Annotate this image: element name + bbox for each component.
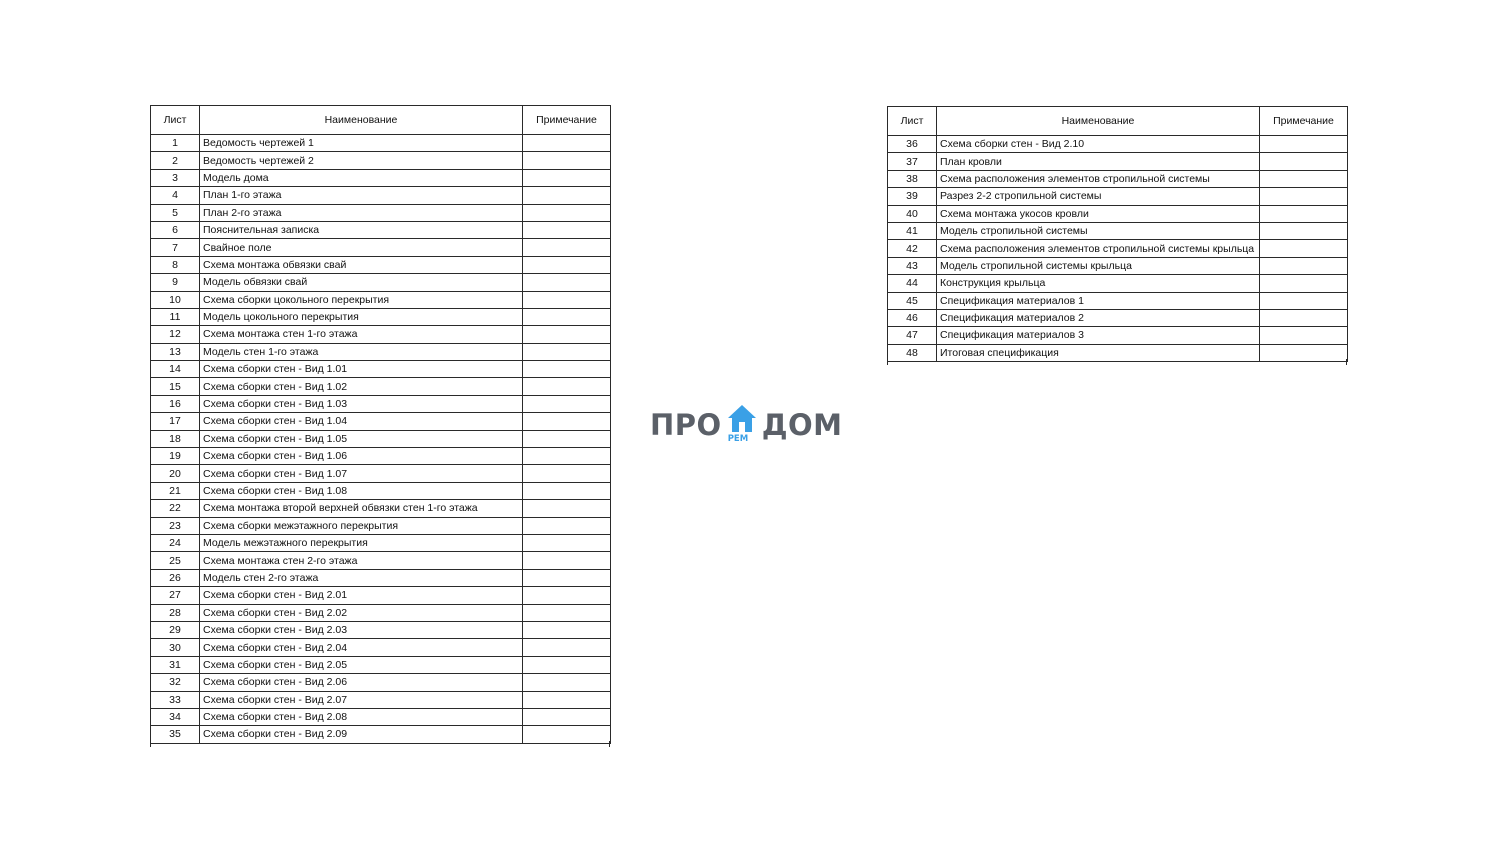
sheet-note-cell [1260,205,1348,222]
table-row [151,552,611,569]
sheet-name-cell: Схема сборки стен - Вид 2.03 [200,621,523,638]
table-row [151,587,611,604]
sheet-name-cell: Схема сборки цокольного перекрытия [200,291,523,308]
sheet-number-cell: 11 [151,308,200,325]
table-row [888,240,1348,257]
sheet-note-cell [523,343,611,360]
sheet-note-cell [1260,240,1348,257]
sheet-name-cell: План кровли [937,153,1260,170]
sheet-number-cell: 8 [151,256,200,273]
sheet-note-cell [523,413,611,430]
sheet-note-cell [523,256,611,273]
column-header-note: Примечание [1260,107,1348,136]
table-row [888,309,1348,326]
sheet-note-cell [1260,136,1348,153]
sheet-name-cell: Модель дома [200,169,523,186]
sheet-number-cell: 47 [888,327,937,344]
sheet-name-cell: Схема сборки стен - Вид 1.03 [200,395,523,412]
sheet-number-cell: 39 [888,188,937,205]
sheet-name-cell: Схема сборки стен - Вид 2.02 [200,604,523,621]
table-row [151,604,611,621]
sheet-note-cell [523,552,611,569]
table-row [151,378,611,395]
sheet-note-cell [523,621,611,638]
sheet-number-cell: 13 [151,343,200,360]
table-row [888,257,1348,274]
drawing-list-table-left [150,105,611,744]
sheet-number-cell: 14 [151,361,200,378]
column-header-sheet: Лист [888,107,937,136]
sheet-name-cell: Ведомость чертежей 1 [200,135,523,152]
sheet-number-cell: 34 [151,708,200,725]
table-row [151,639,611,656]
sheet-name-cell: Схема сборки стен - Вид 2.05 [200,656,523,673]
sheet-number-cell: 18 [151,430,200,447]
sheet-name-cell: Схема сборки стен - Вид 1.02 [200,378,523,395]
table-continuation-edge [150,741,610,747]
sheet-note-cell [523,534,611,551]
column-header-sheet: Лист [151,106,200,135]
table-row [888,222,1348,239]
sheet-note-cell [1260,222,1348,239]
table-row [151,674,611,691]
table-row [151,239,611,256]
table-row [151,656,611,673]
sheet-number-cell: 24 [151,534,200,551]
sheet-number-cell: 10 [151,291,200,308]
sheet-number-cell: 36 [888,136,937,153]
sheet-name-cell: Модель стропильной системы [937,222,1260,239]
sheet-number-cell: 25 [151,552,200,569]
table-row [151,204,611,221]
table-row [151,534,611,551]
table-row [888,275,1348,292]
sheet-number-cell: 26 [151,569,200,586]
sheet-number-cell: 12 [151,326,200,343]
sheet-name-cell: Схема сборки стен - Вид 2.09 [200,726,523,743]
logo-text-right: ДОМ [761,408,843,442]
sheet-note-cell [523,152,611,169]
sheet-number-cell: 38 [888,170,937,187]
sheet-note-cell [1260,275,1348,292]
sheet-note-cell [523,448,611,465]
sheet-note-cell [523,361,611,378]
sheet-note-cell [523,465,611,482]
sheet-note-cell [523,656,611,673]
table-row [151,500,611,517]
column-header-name: Наименование [200,106,523,135]
sheet-number-cell: 31 [151,656,200,673]
sheet-name-cell: Схема сборки стен - Вид 1.01 [200,361,523,378]
sheet-note-cell [523,708,611,725]
sheet-number-cell: 43 [888,257,937,274]
table-row [151,413,611,430]
sheet-note-cell [523,395,611,412]
sheet-number-cell: 44 [888,275,937,292]
sheet-name-cell: Схема сборки стен - Вид 1.08 [200,482,523,499]
sheet-number-cell: 32 [151,674,200,691]
sheet-name-cell: Схема расположения элементов стропильной системы [937,170,1260,187]
sheet-note-cell [523,239,611,256]
sheet-number-cell: 2 [151,152,200,169]
table-row [151,135,611,152]
sheet-note-cell [1260,309,1348,326]
sheet-number-cell: 6 [151,221,200,238]
sheet-number-cell: 30 [151,639,200,656]
table-row [151,621,611,638]
table-row [151,152,611,169]
sheet-note-cell [1260,170,1348,187]
sheet-name-cell: Схема сборки стен - Вид 1.05 [200,430,523,447]
sheet-number-cell: 28 [151,604,200,621]
sheet-note-cell [523,639,611,656]
sheet-number-cell: 35 [151,726,200,743]
sheet-number-cell: 5 [151,204,200,221]
sheet-name-cell: Ведомость чертежей 2 [200,152,523,169]
sheet-number-cell: 45 [888,292,937,309]
table-row [151,169,611,186]
sheet-note-cell [523,517,611,534]
sheet-note-cell [523,308,611,325]
sheet-note-cell [1260,153,1348,170]
sheet-number-cell: 20 [151,465,200,482]
table-row [151,430,611,447]
sheet-name-cell: Спецификация материалов 2 [937,309,1260,326]
table-row [151,291,611,308]
sheet-note-cell [523,430,611,447]
sheet-name-cell: Итоговая спецификация [937,344,1260,361]
sheet-note-cell [523,500,611,517]
sheet-number-cell: 46 [888,309,937,326]
sheet-note-cell [523,291,611,308]
table-row [888,188,1348,205]
house-icon [725,404,759,446]
table-row [151,326,611,343]
sheet-note-cell [523,221,611,238]
table-row [151,448,611,465]
sheet-name-cell: Модель цокольного перекрытия [200,308,523,325]
sheet-name-cell: Схема сборки межэтажного перекрытия [200,517,523,534]
sheet-note-cell [523,482,611,499]
sheet-name-cell: Пояснительная записка [200,221,523,238]
sheet-name-cell: Свайное поле [200,239,523,256]
sheet-name-cell: Схема сборки стен - Вид 2.04 [200,639,523,656]
sheet-number-cell: 3 [151,169,200,186]
table-row [151,465,611,482]
sheet-name-cell: Схема расположения элементов стропильной системы крыльца [937,240,1260,257]
sheet-name-cell: План 2-го этажа [200,204,523,221]
sheet-number-cell: 9 [151,274,200,291]
sheet-name-cell: Спецификация материалов 1 [937,292,1260,309]
sheet-name-cell: Модель межэтажного перекрытия [200,534,523,551]
table-row [888,205,1348,222]
sheet-name-cell: Конструкция крыльца [937,275,1260,292]
table-header-row [151,106,611,135]
sheet-number-cell: 4 [151,187,200,204]
table-row [151,361,611,378]
sheet-name-cell: Схема монтажа второй верхней обвязки стен 1-го этажа [200,500,523,517]
column-header-note: Примечание [523,106,611,135]
sheet-number-cell: 16 [151,395,200,412]
sheet-name-cell: Схема сборки стен - Вид 1.06 [200,448,523,465]
sheet-number-cell: 42 [888,240,937,257]
sheet-number-cell: 17 [151,413,200,430]
sheet-name-cell: Схема монтажа обвязки свай [200,256,523,273]
table-row [151,517,611,534]
sheet-number-cell: 48 [888,344,937,361]
sheet-number-cell: 40 [888,205,937,222]
table-row [888,292,1348,309]
sheet-note-cell [1260,257,1348,274]
logo-text-left: ПРО [650,408,722,442]
sheet-note-cell [523,674,611,691]
table-row [151,343,611,360]
pro-rem-dom-logo [650,402,843,448]
table-row [151,482,611,499]
sheet-number-cell: 29 [151,621,200,638]
sheet-note-cell [523,378,611,395]
sheet-number-cell: 15 [151,378,200,395]
sheet-name-cell: Разрез 2-2 стропильной системы [937,188,1260,205]
sheet-number-cell: 41 [888,222,937,239]
table-row [151,308,611,325]
sheet-name-cell: Схема сборки стен - Вид 2.08 [200,708,523,725]
sheet-name-cell: Схема монтажа стен 2-го этажа [200,552,523,569]
sheet-number-cell: 7 [151,239,200,256]
sheet-name-cell: Модель стропильной системы крыльца [937,257,1260,274]
sheet-note-cell [1260,292,1348,309]
column-header-name: Наименование [937,107,1260,136]
sheet-name-cell: Схема сборки стен - Вид 2.10 [937,136,1260,153]
sheet-name-cell: Схема сборки стен - Вид 2.07 [200,691,523,708]
sheet-note-cell [523,569,611,586]
table-row [151,708,611,725]
sheet-name-cell: Модель стен 2-го этажа [200,569,523,586]
table-row [151,691,611,708]
table-row [151,395,611,412]
table-continuation-edge [887,359,1347,365]
sheet-note-cell [523,204,611,221]
sheet-number-cell: 19 [151,448,200,465]
sheet-note-cell [523,187,611,204]
sheet-name-cell: Схема сборки стен - Вид 1.07 [200,465,523,482]
sheet-number-cell: 21 [151,482,200,499]
sheet-number-cell: 23 [151,517,200,534]
table-row [151,187,611,204]
sheet-note-cell [523,587,611,604]
table-row [151,221,611,238]
sheet-name-cell: План 1-го этажа [200,187,523,204]
sheet-note-cell [523,274,611,291]
sheet-note-cell [523,326,611,343]
sheet-name-cell: Схема сборки стен - Вид 1.04 [200,413,523,430]
sheet-name-cell: Схема монтажа стен 1-го этажа [200,326,523,343]
table-row [888,327,1348,344]
sheet-number-cell: 22 [151,500,200,517]
table-row [151,569,611,586]
sheet-note-cell [523,691,611,708]
table-row [888,170,1348,187]
sheet-name-cell: Спецификация материалов 3 [937,327,1260,344]
sheet-note-cell [1260,327,1348,344]
sheet-note-cell [523,169,611,186]
drawing-list-table-right [887,106,1348,362]
table-row [888,136,1348,153]
sheet-number-cell: 37 [888,153,937,170]
logo-subtext: РЕМ [727,434,749,444]
sheet-name-cell: Модель стен 1-го этажа [200,343,523,360]
sheet-note-cell [523,135,611,152]
sheet-number-cell: 33 [151,691,200,708]
table-row [151,256,611,273]
sheet-name-cell: Схема монтажа укосов кровли [937,205,1260,222]
sheet-number-cell: 27 [151,587,200,604]
table-header-row [888,107,1348,136]
table-row [151,274,611,291]
sheet-name-cell: Схема сборки стен - Вид 2.06 [200,674,523,691]
sheet-note-cell [1260,188,1348,205]
sheet-name-cell: Модель обвязки свай [200,274,523,291]
table-row [888,153,1348,170]
sheet-number-cell: 1 [151,135,200,152]
sheet-note-cell [523,604,611,621]
sheet-name-cell: Схема сборки стен - Вид 2.01 [200,587,523,604]
